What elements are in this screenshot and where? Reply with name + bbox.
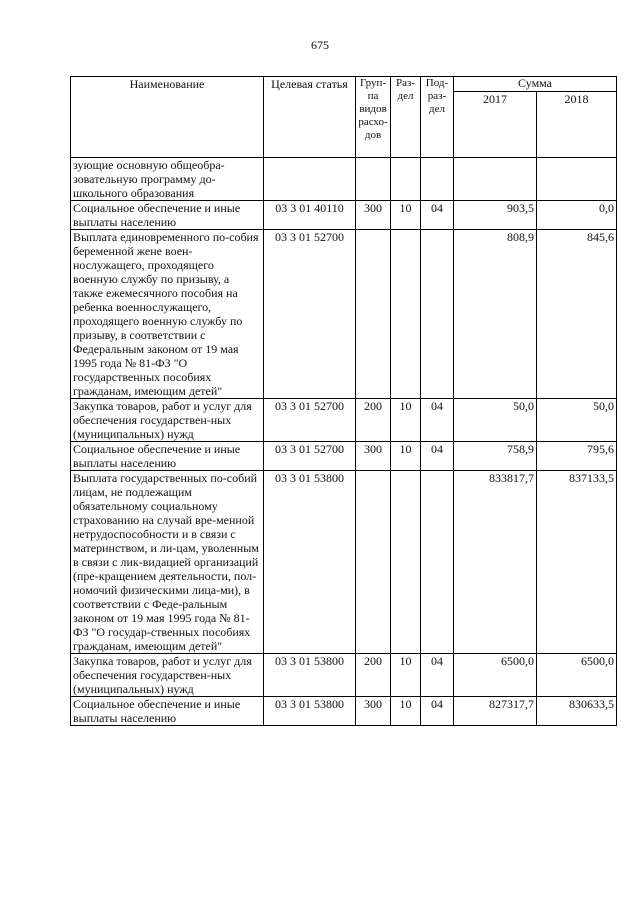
row-target: 03 3 01 52700 <box>264 230 356 399</box>
header-group: Груп-па видов расхо-дов <box>356 77 391 158</box>
row-value-2018: 837133,5 <box>537 471 617 654</box>
row-group: 200 <box>356 654 391 697</box>
row-section <box>391 471 421 654</box>
row-name: Закупка товаров, работ и услуг для обеспечения государствен-ных (муниципальных) нужд <box>71 399 264 442</box>
row-value-2017: 50,0 <box>454 399 537 442</box>
row-section <box>391 158 421 201</box>
row-value-2018: 0,0 <box>537 201 617 230</box>
header-sum: Сумма <box>454 77 617 92</box>
row-target: 03 3 01 53800 <box>264 471 356 654</box>
budget-table <box>70 76 617 726</box>
header-subsection: Под-раз-дел <box>421 77 454 158</box>
row-target: 03 3 01 52700 <box>264 399 356 442</box>
page-number: 675 <box>311 38 329 52</box>
row-section: 10 <box>391 399 421 442</box>
row-subsection: 04 <box>421 442 454 471</box>
row-target: 03 3 01 53800 <box>264 697 356 726</box>
header-year-2017: 2017 <box>454 92 537 158</box>
row-subsection <box>421 158 454 201</box>
row-group <box>356 158 391 201</box>
row-value-2017: 903,5 <box>454 201 537 230</box>
row-value-2017: 808,9 <box>454 230 537 399</box>
row-value-2018: 795,6 <box>537 442 617 471</box>
row-value-2018: 50,0 <box>537 399 617 442</box>
row-group: 300 <box>356 201 391 230</box>
row-section <box>391 230 421 399</box>
table-row <box>71 654 617 697</box>
row-group <box>356 230 391 399</box>
table-row <box>71 201 617 230</box>
header-name: Наименование <box>71 77 264 158</box>
table-row <box>71 442 617 471</box>
row-subsection: 04 <box>421 201 454 230</box>
row-section: 10 <box>391 697 421 726</box>
row-value-2018: 6500,0 <box>537 654 617 697</box>
row-subsection: 04 <box>421 654 454 697</box>
row-value-2017: 6500,0 <box>454 654 537 697</box>
row-section: 10 <box>391 201 421 230</box>
row-value-2018: 845,6 <box>537 230 617 399</box>
row-section: 10 <box>391 442 421 471</box>
row-group: 300 <box>356 697 391 726</box>
row-target <box>264 158 356 201</box>
row-target: 03 3 01 53800 <box>264 654 356 697</box>
row-value-2018 <box>537 158 617 201</box>
row-name: Социальное обеспечение и иные выплаты населению <box>71 201 264 230</box>
row-name: зующие основную общеобра-зовательную программу до-школьного образования <box>71 158 264 201</box>
row-section: 10 <box>391 654 421 697</box>
row-name: Выплата единовременного по-собия беременной жене воен-нослужащего, проходящего военную службу по призыву, а также ежемесячного пособия на ребенка военнослужащего, проходящего военную службу по призыву, в соответствии с Федеральным законом от 19 мая 1995 года № 81-ФЗ "О государственных пособиях гражданам, имеющим детей" <box>71 230 264 399</box>
row-value-2017 <box>454 158 537 201</box>
row-subsection: 04 <box>421 697 454 726</box>
row-name: Социальное обеспечение и иные выплаты населению <box>71 697 264 726</box>
header-year-2018: 2018 <box>537 92 617 158</box>
row-subsection <box>421 230 454 399</box>
header-section: Раз-дел <box>391 77 421 158</box>
row-name: Социальное обеспечение и иные выплаты населению <box>71 442 264 471</box>
row-group: 200 <box>356 399 391 442</box>
row-value-2017: 827317,7 <box>454 697 537 726</box>
row-group <box>356 471 391 654</box>
row-target: 03 3 01 40110 <box>264 201 356 230</box>
table-row <box>71 399 617 442</box>
table-row <box>71 471 617 654</box>
row-value-2017: 758,9 <box>454 442 537 471</box>
row-group: 300 <box>356 442 391 471</box>
header-target: Целевая статья <box>264 77 356 158</box>
row-name: Выплата государственных по-собий лицам, не подлежащим обязательному социальному страхованию на случай вре-менной нетрудоспособности и в связи с материнством, и ли-цам, уволенным в связи с лик-видацией организаций (пре-кращением деятельности, пол-номочий физическими лица-ми), в соответствии с Феде-ральным законом от 19 мая 1995 года № 81-ФЗ "О государ-ственных пособиях гражданам, имеющим детей" <box>71 471 264 654</box>
table-row <box>71 230 617 399</box>
row-name: Закупка товаров, работ и услуг для обеспечения государствен-ных (муниципальных) нужд <box>71 654 264 697</box>
row-target: 03 3 01 52700 <box>264 442 356 471</box>
table-row <box>71 158 617 201</box>
table-row <box>71 697 617 726</box>
row-subsection <box>421 471 454 654</box>
row-value-2018: 830633,5 <box>537 697 617 726</box>
row-subsection: 04 <box>421 399 454 442</box>
row-value-2017: 833817,7 <box>454 471 537 654</box>
